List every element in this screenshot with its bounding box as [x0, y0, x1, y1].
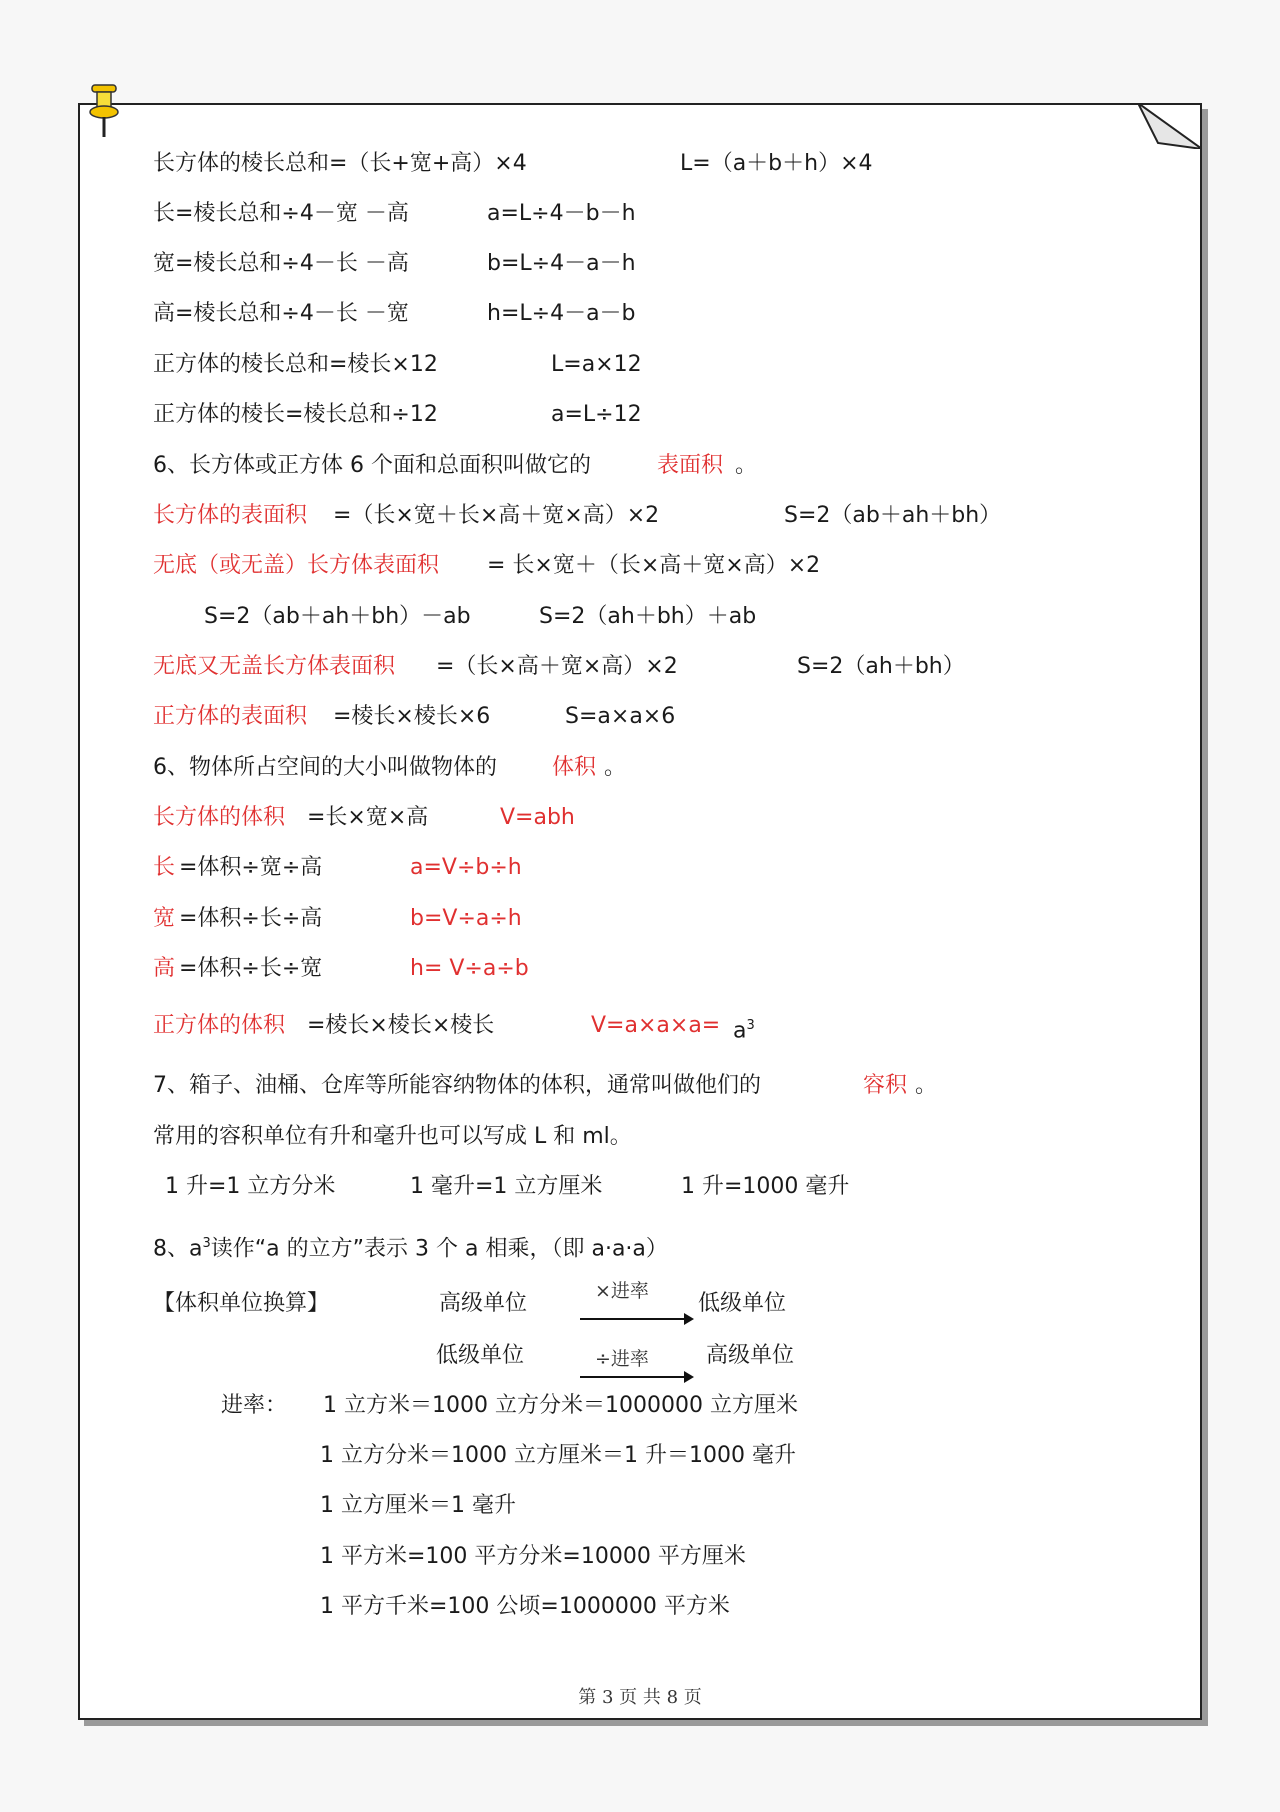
text-segment: $a^3$: [733, 1018, 755, 1044]
text-segment: 1 升=1 立方分米: [165, 1174, 336, 1199]
text-segment: 高级单位: [706, 1343, 795, 1368]
text-segment: S=a×a×6: [565, 704, 676, 729]
text-segment: a=L÷12: [551, 402, 642, 427]
text-segment: 1 平方千米=100 公顷=1000000 平方米: [320, 1594, 730, 1619]
text-segment: h=L÷4－a－b: [487, 301, 636, 326]
text-segment: 1 立方米＝1000 立方分米＝1000000 立方厘米: [323, 1393, 798, 1418]
text-segment: =长×宽×高: [307, 805, 429, 830]
pushpin-icon: [86, 83, 122, 141]
highlight-term: 容积: [863, 1073, 908, 1098]
text-segment: 高=棱长总和÷4－长 －宽: [153, 301, 409, 326]
text-segment: 。: [915, 1073, 938, 1098]
text-segment: = 长×宽＋（长×高＋宽×高）×2: [487, 553, 821, 578]
highlight-term: 正方体的表面积: [153, 704, 308, 729]
text-segment: L=a×12: [551, 352, 642, 377]
highlight-term: h= V÷a÷b: [410, 956, 529, 981]
text-segment: 1 平方米=100 平方分米=10000 平方厘米: [320, 1544, 746, 1569]
highlight-term: a=V÷b÷h: [410, 855, 522, 880]
text-segment: S=2（ab＋ah＋bh）: [784, 503, 1002, 528]
text-segment: 低级单位: [436, 1343, 525, 1368]
highlight-term: 长: [153, 855, 176, 880]
highlight-term: 表面积: [657, 453, 724, 478]
text-segment: b=L÷4－a－h: [487, 251, 636, 276]
text-segment: =体积÷长÷宽: [179, 956, 323, 981]
highlight-term: 体积: [552, 755, 597, 780]
arrow-right-icon: [580, 1318, 692, 1320]
text-segment: 常用的容积单位有升和毫升也可以写成 L 和 ml。: [153, 1124, 632, 1149]
highlight-term: 宽: [153, 906, 176, 931]
text-segment: S=2（ah＋bh）＋ab: [539, 604, 757, 629]
text-segment: 6、长方体或正方体 6 个面和总面积叫做它的: [153, 453, 591, 478]
conversion-label: ×进率: [595, 1280, 649, 1302]
arrow-right-icon: [580, 1376, 692, 1378]
text-segment: =体积÷宽÷高: [179, 855, 323, 880]
text-segment: 1 立方分米＝1000 立方厘米＝1 升＝1000 毫升: [320, 1443, 796, 1468]
text-segment: S=2（ah＋bh）: [797, 654, 965, 679]
text-segment: =（长×宽＋长×高＋宽×高）×2: [333, 503, 660, 528]
text-segment: =棱长×棱长×棱长: [307, 1013, 495, 1038]
text-segment: a=L÷4－b－h: [487, 201, 636, 226]
text-segment: 1 毫升=1 立方厘米: [410, 1174, 603, 1199]
highlight-term: 长方体的表面积: [153, 503, 308, 528]
text-segment: =体积÷长÷高: [179, 906, 323, 931]
highlight-term: V=abh: [500, 805, 575, 830]
text-segment: 低级单位: [698, 1291, 787, 1316]
text-segment: 。: [735, 453, 758, 478]
conversion-label: ÷进率: [595, 1348, 649, 1370]
page-footer: 第 3 页 共 8 页: [578, 1687, 702, 1708]
highlight-term: 无底（或无盖）长方体表面积: [153, 553, 440, 578]
highlight-term: b=V÷a÷h: [410, 906, 522, 931]
text-segment: 【体积单位换算】: [153, 1291, 330, 1316]
highlight-term: V=a×a×a=: [591, 1013, 721, 1038]
text-segment: =（长×高＋宽×高）×2: [436, 654, 678, 679]
text-segment: 长方体的棱长总和=（长+宽+高）×4: [153, 151, 527, 176]
text-segment: 1 升=1000 毫升: [681, 1174, 850, 1199]
text-segment: 长=棱长总和÷4－宽 －高: [153, 201, 409, 226]
text-segment: 7、箱子、油桶、仓库等所能容纳物体的体积，通常叫做他们的: [153, 1073, 761, 1098]
text-segment: 。: [604, 755, 627, 780]
text-segment: 进率：: [221, 1393, 288, 1418]
highlight-term: 正方体的体积: [153, 1013, 286, 1038]
highlight-term: 长方体的体积: [153, 805, 286, 830]
highlight-term: 高: [153, 956, 176, 981]
text-segment: 高级单位: [439, 1291, 528, 1316]
text-segment: 6、物体所占空间的大小叫做物体的: [153, 755, 497, 780]
highlight-term: 无底又无盖长方体表面积: [153, 654, 396, 679]
text-segment: 1 立方厘米＝1 毫升: [320, 1493, 516, 1518]
folded-corner-icon: [1138, 103, 1202, 149]
text-segment: L=（a＋b＋h）×4: [680, 151, 873, 176]
text-segment: 正方体的棱长总和=棱长×12: [153, 352, 438, 377]
text-segment: 宽=棱长总和÷4－长 －高: [153, 251, 409, 276]
text-segment: 8、$a^3$读作“a 的立方”表示 3 个 a 相乘，（即 a·a·a）: [153, 1236, 668, 1262]
text-segment: =棱长×棱长×6: [333, 704, 491, 729]
text-segment: 正方体的棱长=棱长总和÷12: [153, 402, 438, 427]
text-segment: S=2（ab＋ah＋bh）－ab: [204, 604, 471, 629]
